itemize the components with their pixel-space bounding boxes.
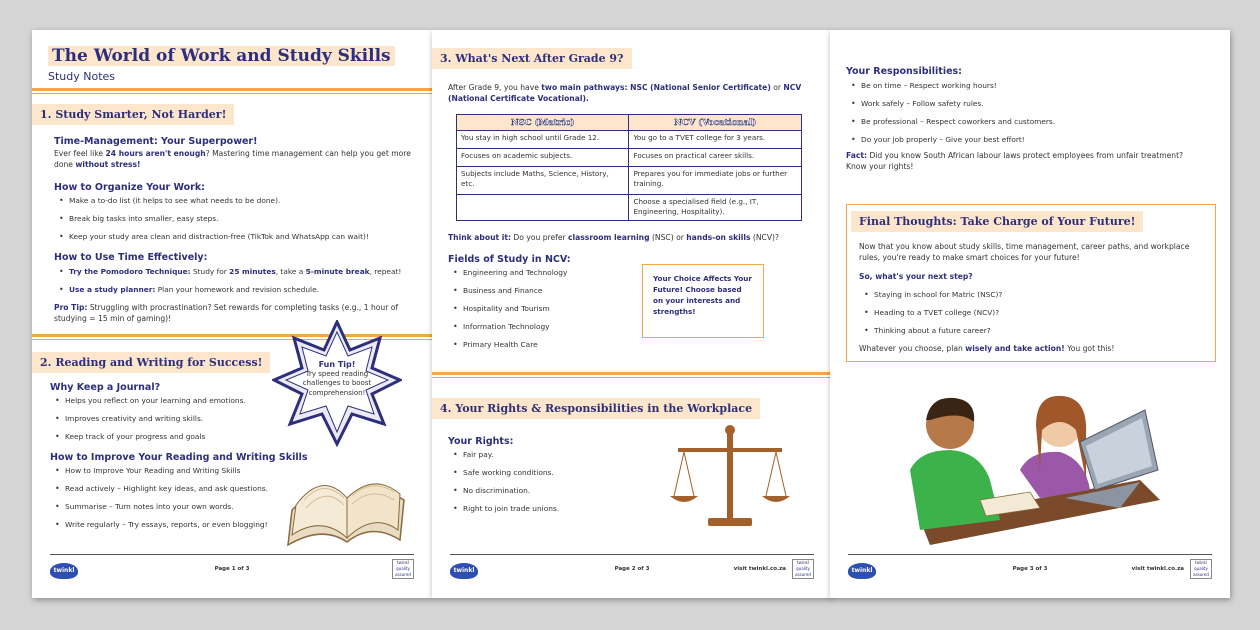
think-about-it: Think about it: Do you prefer classroom learning (NSC) or hands-on skills (NCV)?: [448, 233, 780, 242]
next-step-question: So, what's your next step?: [859, 272, 973, 281]
page-footer: [50, 554, 414, 584]
list-item: • Primary Health Care: [450, 339, 650, 357]
section-4-heading: 4. Your Rights & Responsibilities in the Workplace: [432, 398, 760, 419]
table-cell: Prepares you for immediate jobs or further training.: [629, 167, 802, 195]
table-cell: You stay in high school until Grade 12.: [457, 131, 629, 149]
quality-badge: twinkl quality assured: [1190, 559, 1212, 579]
use-time-list: [56, 266, 426, 302]
choice-text: Your Choice Affects Your Future! Choose based on your interests and strengths!: [653, 274, 752, 316]
fun-tip: [300, 360, 374, 398]
page-footer: [848, 554, 1212, 584]
divider: [32, 93, 432, 94]
students-laptop-illustration: [890, 370, 1170, 550]
improve-heading: How to Improve Your Reading and Writing Skills: [50, 452, 308, 463]
time-management-text: Ever feel like 24 hours aren't enough? Mastering time management can help you get more done without stress!: [54, 149, 411, 169]
pathways-intro: After Grade 9, you have two main pathways: NSC (National Senior Certificate) or NCV (National Certificate Vocational).: [448, 83, 802, 103]
list-item: • Business and Finance: [450, 285, 650, 303]
list-item: • Improves creativity and writing skills.: [52, 413, 292, 431]
improve-list: [52, 465, 312, 537]
scales-of-justice-icon: [668, 422, 792, 532]
section-1-heading: 1. Study Smarter, Not Harder!: [32, 104, 234, 125]
divider: [32, 88, 432, 91]
list-item: • Helps you reflect on your learning and emotions.: [52, 395, 292, 413]
list-item: • Try the Pomodoro Technique: Study for 25 minutes, take a 5-minute break, repeat!: [56, 266, 426, 284]
table-row: [457, 131, 802, 149]
table-row: [457, 195, 802, 221]
page-number: Page 3 of 3: [1012, 566, 1048, 572]
section-2-heading: 2. Reading and Writing for Success!: [32, 352, 270, 373]
table-row: [457, 167, 802, 195]
list-item: • Make a to-do list (it helps to see what needs to be done).: [56, 195, 416, 213]
twinkl-logo: twinkl: [848, 563, 876, 579]
rights-list: [450, 449, 650, 521]
divider: [432, 377, 832, 378]
list-item: • Be professional – Respect coworkers and customers.: [848, 116, 1208, 134]
twinkl-logo: twinkl: [50, 563, 78, 579]
time-management-heading: Time-Management: Your Superpower!: [54, 136, 258, 147]
fields-list: [450, 267, 650, 357]
quality-badge: twinkl quality assured: [392, 559, 414, 579]
page-2: [432, 30, 832, 598]
page-3: [830, 30, 1230, 598]
list-item: • Keep your study area clean and distraction-free (TikTok and WhatsApp can wait)!: [56, 231, 416, 249]
table-cell: Choose a specialised field (e.g., IT, Engineering, Hospitality).: [629, 195, 802, 221]
list-item: • Staying in school for Matric (NSC)?: [861, 289, 1181, 307]
table-header: NSC (Matric): [457, 115, 629, 131]
choice-callout: [642, 264, 764, 338]
fact-text: Fact: Did you know South African labour laws protect employees from unfair treatment? Know your rights!: [846, 151, 1184, 171]
list-item: • Information Technology: [450, 321, 650, 339]
list-item: • Use a study planner: Plan your homework and revision schedule.: [56, 284, 426, 302]
list-item: • Fair pay.: [450, 449, 650, 467]
table-cell: [457, 195, 629, 221]
section-3-heading: 3. What's Next After Grade 9?: [432, 48, 632, 69]
list-item: • Work safely – Follow safety rules.: [848, 98, 1208, 116]
fun-tip-title: Fun Tip!: [318, 360, 356, 369]
list-item: • Read actively – Highlight key ideas, and ask questions.: [52, 483, 312, 501]
list-item: • Write regularly – Try essays, reports, or even blogging!: [52, 519, 312, 537]
list-item: • Right to join trade unions.: [450, 503, 650, 521]
table-cell: You go to a TVET college for 3 years.: [629, 131, 802, 149]
table-cell: Focuses on academic subjects.: [457, 149, 629, 167]
footer-url: visit twinkl.co.za: [733, 566, 786, 572]
list-item: • Engineering and Technology: [450, 267, 650, 285]
journal-list: [52, 395, 292, 449]
list-item: • No discrimination.: [450, 485, 650, 503]
rights-heading: Your Rights:: [448, 436, 514, 447]
twinkl-logo: twinkl: [450, 563, 478, 579]
divider: [432, 372, 832, 375]
quality-badge: twinkl quality assured: [792, 559, 814, 579]
page-number: Page 2 of 3: [614, 566, 650, 572]
list-item: • Thinking about a future career?: [861, 325, 1181, 343]
organize-list: [56, 195, 416, 249]
fields-heading: Fields of Study in NCV:: [448, 254, 571, 265]
final-thoughts-box: [846, 204, 1216, 362]
list-item: • Be on time – Respect working hours!: [848, 80, 1208, 98]
list-item: • Break big tasks into smaller, easy steps.: [56, 213, 416, 231]
organize-heading: How to Organize Your Work:: [54, 182, 205, 193]
table-cell: Subjects include Maths, Science, History, etc.: [457, 167, 629, 195]
page-1: [32, 30, 432, 598]
table-row: [457, 149, 802, 167]
table-header-row: [457, 115, 802, 131]
list-item: • How to Improve Your Reading and Writing Skills: [52, 465, 312, 483]
list-item: • Keep track of your progress and goals: [52, 431, 292, 449]
responsibilities-heading: Your Responsibilities:: [846, 66, 962, 77]
page-number: Page 1 of 3: [214, 566, 250, 572]
responsibilities-list: [848, 80, 1208, 152]
next-step-list: [861, 289, 1181, 343]
page-title: The World of Work and Study Skills: [48, 46, 395, 66]
list-item: • Safe working conditions.: [450, 467, 650, 485]
closing-text: Whatever you choose, plan wisely and take action! You got this!: [859, 344, 1115, 353]
page-subtitle: Study Notes: [48, 70, 116, 83]
use-time-heading: How to Use Time Effectively:: [54, 252, 208, 263]
table-header: NCV (Vocational): [629, 115, 802, 131]
pathways-table: [456, 114, 802, 221]
final-thoughts-heading: Final Thoughts: Take Charge of Your Future!: [851, 211, 1143, 232]
list-item: • Heading to a TVET college (NCV)?: [861, 307, 1181, 325]
list-item: • Do your job properly – Give your best effort!: [848, 134, 1208, 152]
open-book-icon: [282, 450, 412, 550]
page-footer: [450, 554, 814, 584]
final-thoughts-text: Now that you know about study skills, time management, career paths, and workplace rules, you're ready to make smart choices for your future!: [859, 242, 1190, 262]
fun-tip-text: Try speed reading challenges to boost comprehension!: [302, 369, 372, 397]
list-item: • Hospitality and Tourism: [450, 303, 650, 321]
list-item: • Summarise – Turn notes into your own words.: [52, 501, 312, 519]
journal-heading: Why Keep a Journal?: [50, 382, 161, 393]
footer-url: visit twinkl.co.za: [1131, 566, 1184, 572]
table-cell: Focuses on practical career skills.: [629, 149, 802, 167]
pro-tip: Pro Tip: Struggling with procrastination? Set rewards for completing tasks (e.g., 1 hour of studying = 15 min of gaming)!: [54, 303, 399, 323]
